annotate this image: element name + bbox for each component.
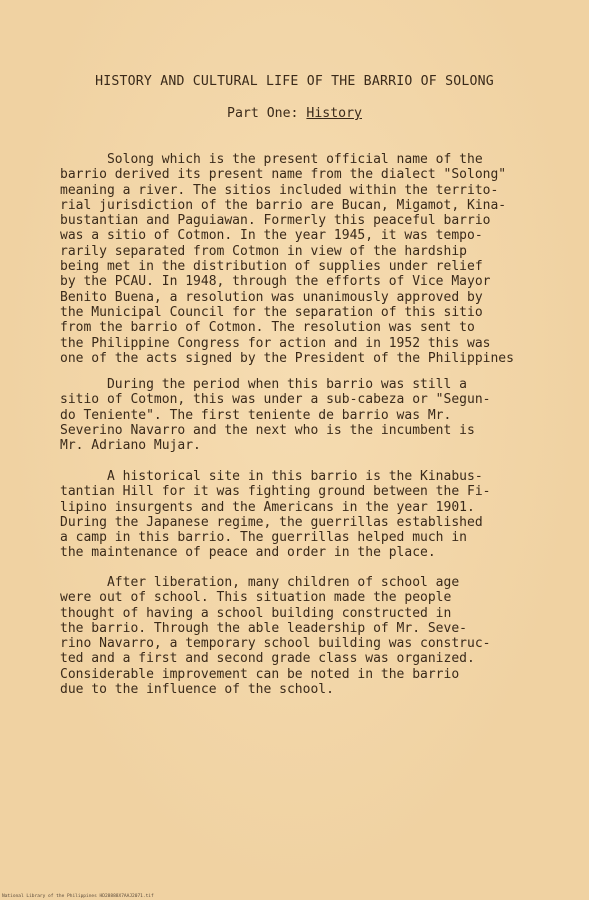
text-line: Severino Navarro and the next who is the incumbent is xyxy=(60,422,475,438)
text-line: A historical site in this barrio is the Kinabus- xyxy=(60,469,483,484)
text-line: meaning a river. The sitios included within the territo- xyxy=(60,182,499,198)
text-line: were out of school. This situation made the people xyxy=(60,590,452,606)
text-line: being met in the distribution of supplies under relief xyxy=(60,259,483,275)
text-line: During the period when this barrio was still a xyxy=(60,377,467,392)
paragraph-4 xyxy=(60,575,560,697)
text-line: was a sitio of Cotmon. In the year 1945, it was tempo- xyxy=(60,228,483,244)
text-line: During the Japanese regime, the guerrillas established xyxy=(60,514,483,530)
part-title: History xyxy=(306,106,362,121)
text-line: due to the influence of the school. xyxy=(60,682,334,698)
text-line: the Municipal Council for the separation of this sitio xyxy=(60,304,483,320)
text-line: Solong which is the present official name of the xyxy=(60,152,483,167)
text-line: Considerable improvement can be noted in the barrio xyxy=(60,666,460,682)
text-line: from the barrio of Cotmon. The resolution was sent to xyxy=(60,320,475,336)
part-label: Part One: xyxy=(227,106,299,121)
text-line: the maintenance of peace and order in the place. xyxy=(60,545,436,561)
document-title: HISTORY AND CULTURAL LIFE OF THE BARRIO OF SOLONG xyxy=(95,74,494,89)
text-line: rino Navarro, a temporary school building was construc- xyxy=(60,636,491,652)
text-line: lipino insurgents and the Americans in the year 1901. xyxy=(60,499,475,515)
part-heading xyxy=(0,106,589,121)
paragraph-1 xyxy=(60,152,560,366)
paragraph-2 xyxy=(60,377,560,453)
text-line: rarily separated from Cotmon in view of the hardship xyxy=(60,243,467,259)
text-line: by the PCAU. In 1948, through the efforts of Vice Mayor xyxy=(60,274,491,290)
text-line: sitio of Cotmon, this was under a sub-cabeza or "Segun- xyxy=(60,392,491,408)
text-line: bustantian and Paguiawan. Formerly this peaceful barrio xyxy=(60,213,491,229)
text-line: ted and a first and second grade class was organized. xyxy=(60,651,475,667)
text-line: tantian Hill for it was fighting ground between the Fi- xyxy=(60,484,491,500)
text-line: Mr. Adriano Mujar. xyxy=(60,438,201,454)
paragraph-3 xyxy=(60,469,560,561)
text-line: Benito Buena, a resolution was unanimously approved by xyxy=(60,289,483,305)
text-line: do Teniente". The first teniente de barrio was Mr. xyxy=(60,407,452,423)
text-line: the Philippine Congress for action and in 1952 this was xyxy=(60,335,491,351)
text-line: After liberation, many children of school age xyxy=(60,575,460,590)
text-line: the barrio. Through the able leadership of Mr. Seve- xyxy=(60,620,467,636)
text-line: rial jurisdiction of the barrio are Bucan, Migamot, Kina- xyxy=(60,197,507,213)
text-line: barrio derived its present name from the dialect "Solong" xyxy=(60,167,507,183)
text-line: thought of having a school building constructed in xyxy=(60,605,452,621)
scan-footer: National Library of the Philippines HD28888X7AAJ2071.tif xyxy=(2,894,154,899)
text-line: a camp in this barrio. The guerrillas helped much in xyxy=(60,530,467,546)
text-line: one of the acts signed by the President of the Philippines xyxy=(60,350,514,366)
